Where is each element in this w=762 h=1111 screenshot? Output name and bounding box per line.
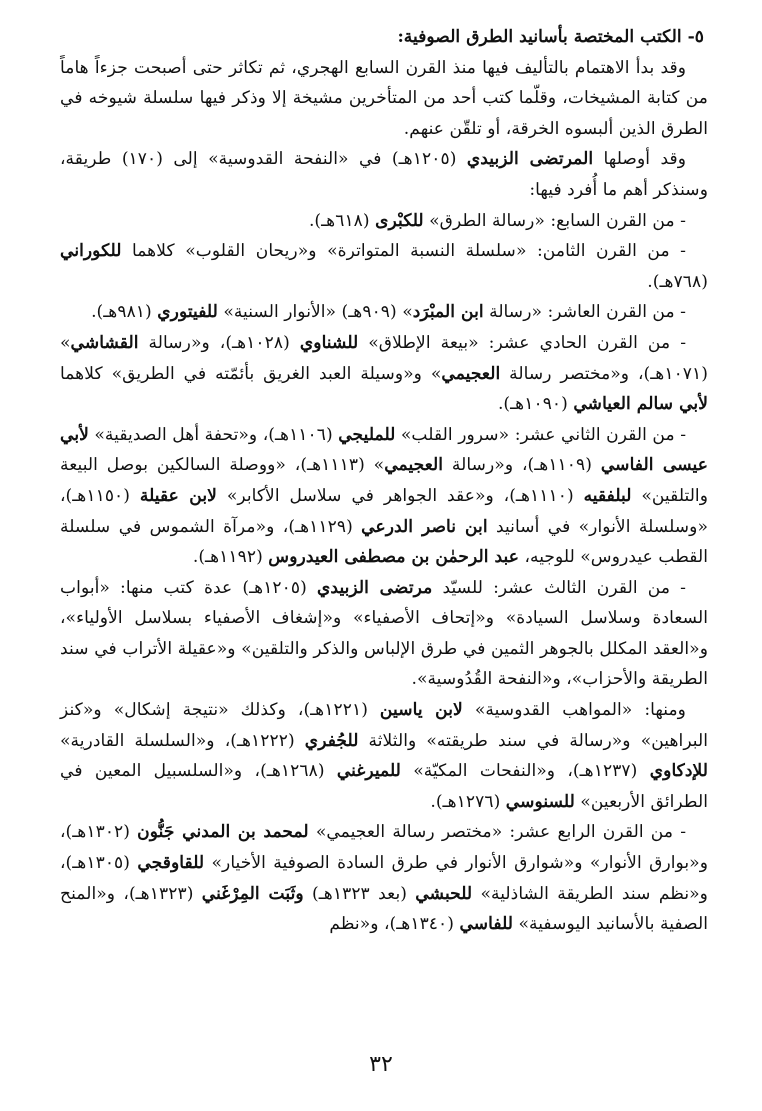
paragraph (60, 817, 708, 939)
text-run: - من القرن الثاني عشر: «سرور القلب» (395, 424, 687, 445)
text-run: (١٠٢٨هـ)، و«رسالة (138, 332, 300, 353)
bold-name: لابن ياسين (379, 700, 463, 721)
bold-name: القشاشي (70, 332, 139, 353)
bold-name: للفاسي (459, 914, 514, 935)
bold-name: لبلفقيه (583, 485, 632, 506)
bold-name: مرتضى الزبيدي (316, 577, 433, 598)
bold-name: للإدكاوي (649, 761, 709, 782)
paragraph (60, 53, 708, 145)
text-run: - من القرن الثالث عشر: للسيّد (432, 577, 686, 598)
text-run: (١٢٠٥هـ) في «النفحة القدوسية» إلى (١٧٠) طريقة، وسنذكر أهم ما أُفرد فيها: (60, 149, 708, 200)
text-run: - من القرن الحادي عشر: «بيعة الإطلاق» (358, 332, 686, 353)
bold-name: للحبشي (415, 883, 473, 904)
text-run: (١١٩٢هـ). (192, 547, 269, 568)
bold-name: للجُفري (304, 730, 359, 751)
paragraph (60, 695, 708, 817)
bold-name: للسنوسي (505, 791, 575, 812)
section-heading: ٥- الكتب المختصة بأسانيد الطرق الصوفية: (397, 27, 704, 47)
bold-name: العجيمي (384, 455, 444, 476)
page-body (60, 22, 708, 940)
text-run: (بعد ١٣٢٣هـ) (303, 883, 416, 904)
text-run: (١٢٧٦هـ). (430, 791, 506, 812)
text-run: - من القرن الثامن: «سلسلة النسبة المتواترة» و«ريحان القلوب» كلاهما (121, 241, 686, 262)
bold-name: العجيمي (441, 363, 501, 384)
text-run: (١٢٢١هـ)، وكذلك «نتيجة إشكال» و«كنز البراهين» و«رسالة في سند طريقته» والثلاثة (60, 700, 708, 751)
text-run: » و«وسيلة العبد الغريق بأئمّته في الطريق» كلاهما (60, 363, 442, 384)
bold-name: للشناوي (299, 332, 359, 353)
page-number: ٣٢ (369, 1052, 393, 1077)
paragraph (60, 297, 708, 328)
text-run: (١١٠٦هـ)، و«تحفة أهل الصديقية» (88, 424, 339, 445)
bold-name: ابن المبْرَد (412, 302, 484, 323)
paragraph (60, 420, 708, 573)
text-run: (١٣٤٠هـ)، و«نظم (329, 914, 460, 935)
bold-name: ابن ناصر الدرعي (361, 516, 488, 537)
bold-name: وثَبَت المِرْغَني (201, 883, 304, 904)
bold-name: لأبي عيسى الفاسي (60, 424, 708, 476)
text-run: (١٢٣٧هـ)، و«النفحات المكيّة» (400, 761, 650, 782)
text-run: (١٠٩٠هـ). (497, 394, 574, 415)
bold-name: لأبي سالم العياشي (573, 394, 708, 415)
text-run: (١١٢٩هـ)، و«مرآة الشموس في سلسلة القطب عيدروس» للوجيه، (60, 516, 708, 568)
bold-name: للقاوقجي (137, 853, 205, 874)
text-run: - من القرن السابع: «رسالة الطرق» (423, 210, 686, 231)
bold-name: عبد الرحمٰن بن مصطفى العيدروس (268, 547, 519, 568)
text-run: (٧٦٨هـ). (647, 271, 708, 292)
text-run: (٩٨١هـ). (91, 302, 158, 323)
text-run: » (١٠٧١هـ)، و«مختصر رسالة (60, 332, 708, 384)
text-run: » (١١١٣هـ)، «ووصلة السالكين بوصل البيعة والتلقين» (60, 455, 709, 506)
bold-name: للميرغني (336, 761, 401, 782)
text-run: (١٣٢٣هـ)، و«المنح الصفية بالأسانيد اليوسفية» (60, 883, 708, 935)
text-run: (١٢٠٥هـ) عدة كتب منها: «أبواب السعادة وسلاسل السيادة» و«إتحاف الأصفياء» و«إشغاف الأصفياء بسلاسل الأولياء»، و«العقد المكلل بالجوهر الثمين في طرق الإلباس والذكر والتلقين» و«عقيلة الأتراب في سند الطريقة والأحزاب»، و«النفحة القُدُوسية». (60, 577, 708, 690)
bold-name: المرتضى الزبيدي (466, 149, 594, 170)
text-run: (١٢٦٨هـ)، و«السلسبيل المعين في الطرائق الأربعين» (60, 761, 708, 812)
bold-name: لابن عقيلة (139, 485, 217, 506)
text-run: (١١٥٠هـ)، «وسلسلة الأنوار» في أسانيد (60, 485, 708, 537)
text-run: (١٣٠٢هـ)، و«بوارق الأنوار» و«شوارق الأنوار في طرق السادة الصوفية الأخيار» (60, 822, 708, 874)
text-run: (١١١٠هـ)، و«عقد الجواهر في سلاسل الأكابر» (216, 485, 584, 506)
text-run: وقد بدأ الاهتمام بالتأليف فيها منذ القرن السابع الهجري، ثم تكاثر حتى أصبحت جزءاً هاماً من كتابة المشيخات، وقلّما كتب أحد من المتأخرين مشيخة إلا وذكر فيها سلسلة شيوخه في الطرق الذين ألبسوه الخرقة، أو تلقّن عنهم. (60, 57, 708, 139)
text-run: ومنها: «المواهب القدوسية» (462, 700, 686, 721)
text-run: وقد أوصلها (593, 149, 687, 170)
paragraph (60, 573, 708, 695)
text-run: - من القرن العاشر: «رسالة (483, 302, 686, 323)
text-run: (٦١٨هـ). (308, 210, 376, 231)
paragraph (60, 206, 708, 237)
bold-name: للكوراني (60, 241, 122, 262)
paragraph (60, 144, 708, 205)
text-run: (١٣٠٥هـ)، و«نظم سند الطريقة الشاذلية» (60, 853, 708, 904)
paragraph (60, 328, 708, 420)
paragraph-list (60, 53, 708, 940)
text-run: (١١٠٩هـ)، و«رسالة (443, 455, 601, 476)
paragraph (60, 236, 708, 297)
text-run: » (٩٠٩هـ) «الأنوار السنية» (217, 302, 413, 323)
text-run: (١٢٢٢هـ)، و«السلسلة القادرية» (60, 730, 305, 751)
bold-name: للفيتوري (157, 302, 218, 323)
bold-name: للكبْرى (375, 210, 424, 231)
bold-name: لمحمد بن المدني جَنُّون (137, 822, 309, 843)
bold-name: للمليجي (338, 424, 396, 445)
text-run: - من القرن الرابع عشر: «مختصر رسالة العجيمي» (308, 822, 687, 843)
